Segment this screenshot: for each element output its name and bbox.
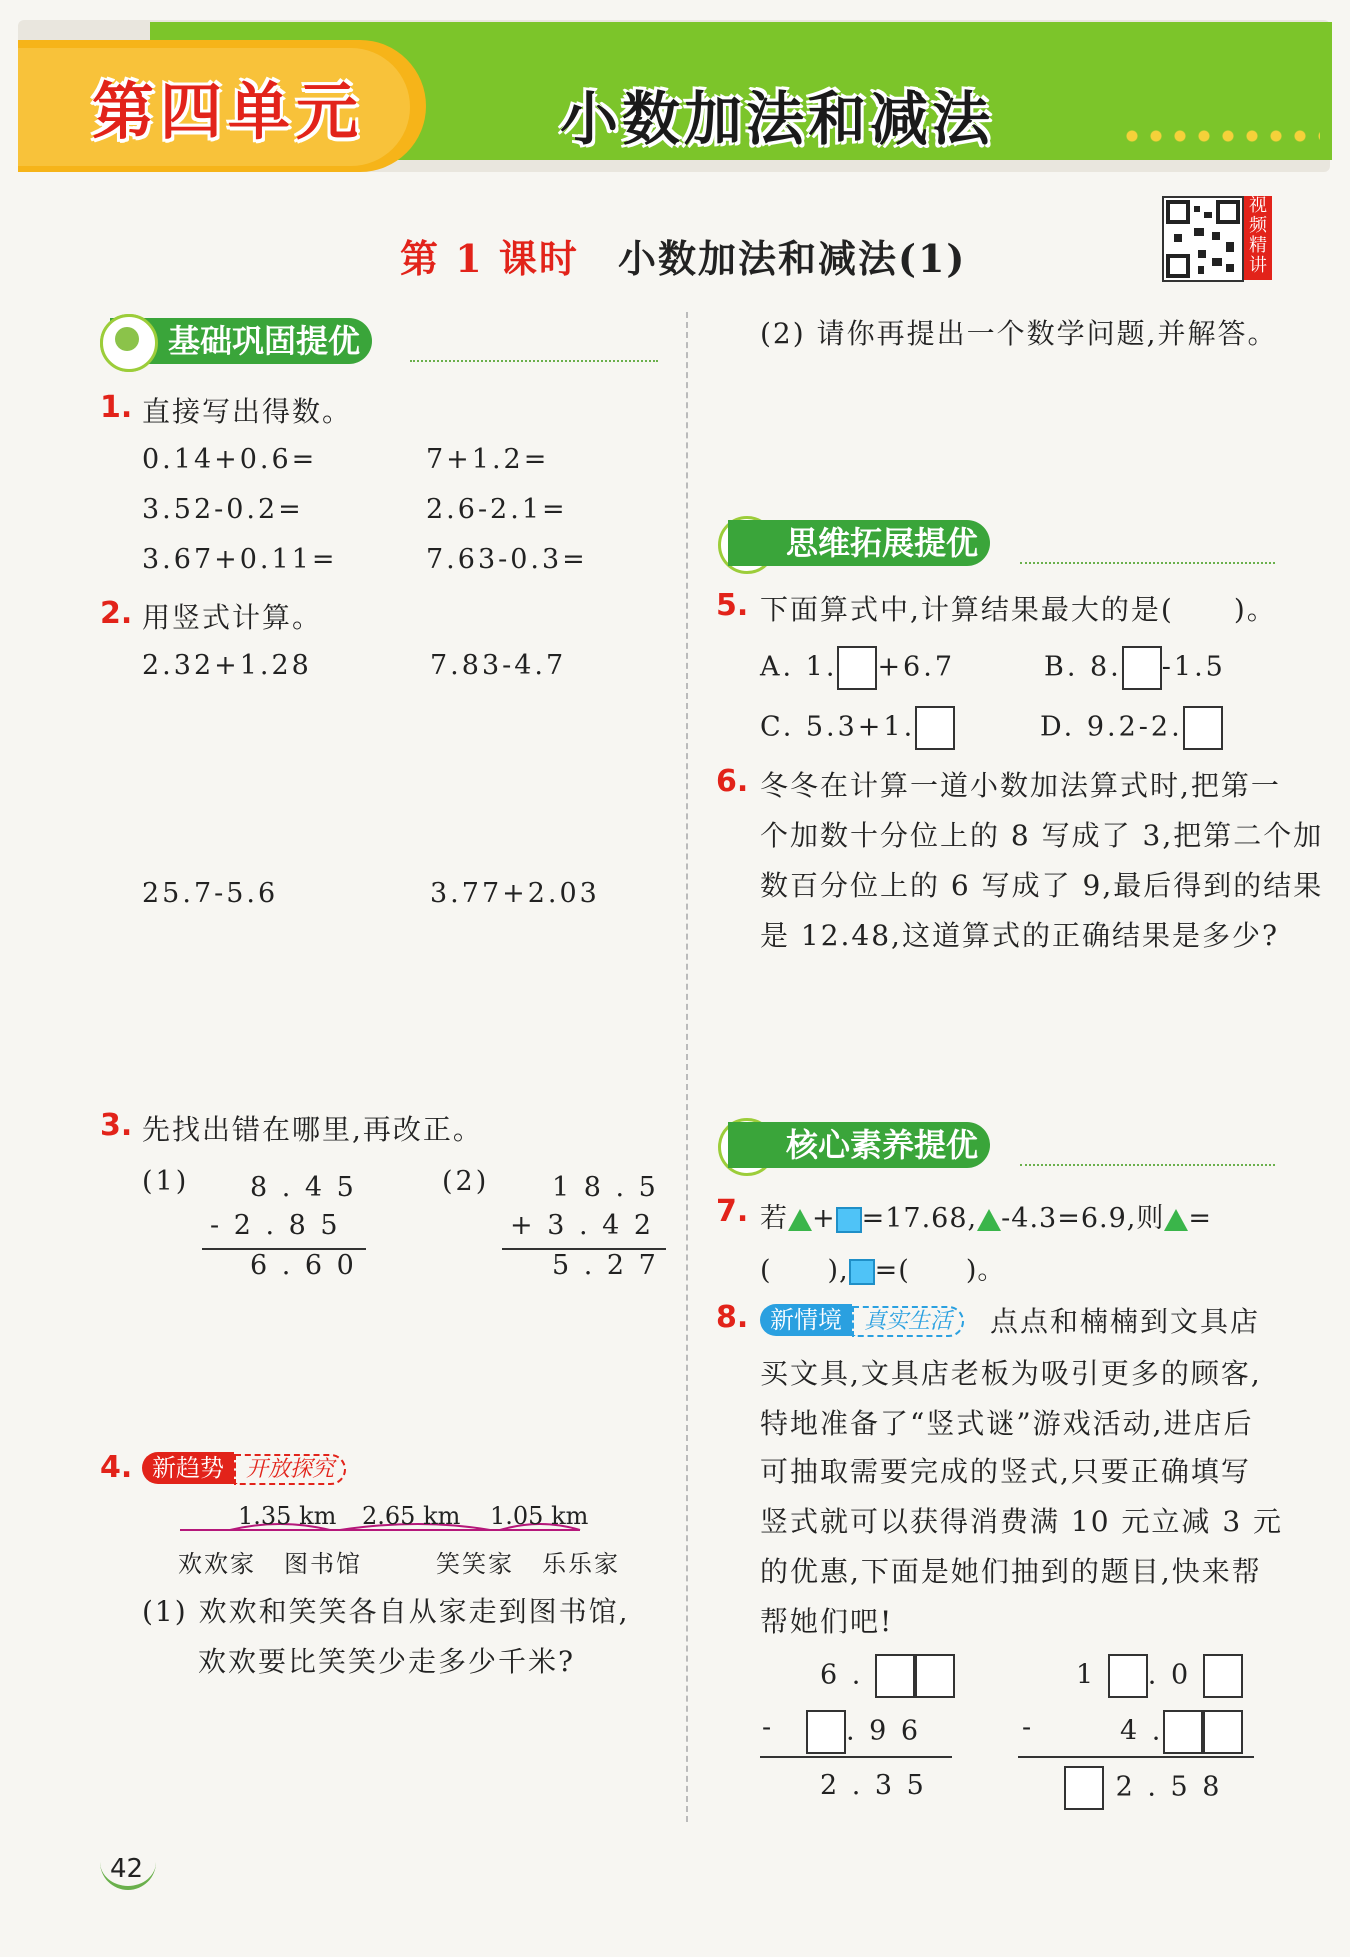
option-a[interactable]: A. 1. +6.7: [760, 646, 955, 690]
context-tag-sub: 真实生活: [852, 1306, 964, 1337]
qr-code-icon[interactable]: [1162, 196, 1244, 282]
question-number: 8.: [716, 1300, 749, 1335]
question-prompt: 先找出错在哪里,再改正。: [142, 1113, 483, 1146]
question-line: 的优惠,下面是她们抽到的题目,快来帮: [760, 1555, 1262, 1588]
calc-item: 0.14+0.6=: [142, 444, 318, 475]
question-number: 6.: [716, 764, 749, 799]
section-underline: [1020, 1164, 1275, 1166]
question-prompt: 直接写出得数。: [142, 395, 353, 428]
context-tag-label: 新情境: [760, 1304, 852, 1336]
distance-label: 1.05 km: [490, 1502, 589, 1530]
option-b[interactable]: B. 8. -1.5: [1044, 646, 1226, 690]
question-line: 是 12.48,这道算式的正确结果是多少?: [760, 919, 1279, 952]
puzzle-op: -: [762, 1712, 775, 1743]
lesson-label: 第 1 课时: [400, 236, 579, 281]
place-label: 欢欢家: [178, 1550, 256, 1578]
question-line: 若 + =17.68, -4.3=6.9,则 =: [760, 1203, 1212, 1234]
place-label: 笑笑家: [436, 1550, 514, 1578]
puzzle-mid: 4 .: [1120, 1710, 1243, 1754]
vertical-top: 8 . 4 5: [250, 1172, 357, 1203]
video-explain-tag: 视频精讲: [1244, 196, 1272, 280]
section-underline: [1020, 562, 1275, 564]
sub-label: (1): [142, 1166, 190, 1197]
vertical-result: 5 . 2 7: [552, 1250, 659, 1281]
question-number: 1.: [100, 390, 133, 425]
calc-item: 3.77+2.03: [430, 878, 600, 909]
calc-item: 7.83-4.7: [430, 650, 567, 681]
vertical-operand: - 2 . 8 5: [210, 1210, 341, 1241]
calc-item: 2.6-2.1=: [426, 494, 568, 525]
calc-item: 7.63-0.3=: [426, 544, 588, 575]
calc-item: 7+1.2=: [426, 444, 550, 475]
place-label: 乐乐家: [542, 1550, 620, 1578]
option-d[interactable]: D. 9.2-2.: [1040, 706, 1223, 750]
question-line: 个加数十分位上的 8 写成了 3,把第二个加: [760, 819, 1324, 852]
question-line: 点点和楠楠到文具店: [990, 1305, 1261, 1338]
question-line: 买文具,文具店老板为吸引更多的顾客,: [760, 1357, 1262, 1390]
sub-question: (1) 欢欢和笑笑各自从家走到图书馆,: [142, 1595, 630, 1628]
question-line: ( ), =( )。: [760, 1255, 1006, 1286]
puzzle-result: 2 . 3 5: [820, 1770, 927, 1801]
question-number: 5.: [716, 588, 749, 623]
trend-tag: [142, 1448, 346, 1483]
context-tag: [760, 1300, 964, 1335]
calc-item: 3.67+0.11=: [142, 544, 338, 575]
calc-item: 3.52-0.2=: [142, 494, 304, 525]
triangle-icon: [977, 1209, 1001, 1231]
triangle-icon: [788, 1209, 812, 1231]
question-line: 帮她们吧!: [760, 1605, 894, 1638]
vertical-rule: [1018, 1756, 1254, 1758]
distance-label: 1.35 km: [238, 1502, 337, 1530]
chapter-title: 小数加法和减法: [560, 85, 995, 153]
trend-tag-label: 新趋势: [142, 1452, 234, 1484]
place-label: 图书馆: [284, 1550, 362, 1578]
question-line: 特地准备了“竖式谜”游戏活动,进店后: [760, 1407, 1254, 1440]
question-line: 冬冬在计算一道小数加法算式时,把第一: [760, 769, 1281, 802]
calc-item: 2.32+1.28: [142, 650, 312, 681]
puzzle-mid: . 9 6: [806, 1710, 921, 1754]
vertical-rule: [760, 1756, 952, 1758]
option-c[interactable]: C. 5.3+1.: [760, 706, 955, 750]
square-icon: [849, 1259, 875, 1285]
sub-question: 欢欢要比笑笑少走多少千米?: [198, 1645, 576, 1678]
triangle-icon: [1164, 1209, 1188, 1231]
sub-label: (2): [442, 1166, 490, 1197]
section-basic: 基础巩固提优: [110, 318, 372, 364]
question-prompt: 用竖式计算。: [142, 601, 323, 634]
section-core: 核心素养提优: [728, 1122, 990, 1168]
question-number: 4.: [100, 1450, 133, 1485]
page-number: 42: [110, 1854, 144, 1884]
question-number: 3.: [100, 1108, 133, 1143]
section-thinking: 思维拓展提优: [728, 520, 990, 566]
square-icon: [836, 1207, 862, 1233]
puzzle-op: -: [1022, 1712, 1035, 1743]
seedling-icon: [100, 314, 158, 372]
question-line: 可抽取需要完成的竖式,只要正确填写: [760, 1455, 1251, 1488]
unit-title: 第四单元: [92, 75, 365, 148]
vertical-result: 6 . 6 0: [250, 1250, 357, 1281]
puzzle-result: 2 . 5 8: [1064, 1766, 1222, 1810]
trend-tag-sub: 开放探究: [234, 1454, 346, 1485]
section-underline: [410, 360, 658, 362]
question-line: 数百分位上的 6 写成了 9,最后得到的结果: [760, 869, 1324, 902]
sub-question: (2) 请你再提出一个数学问题,并解答。: [760, 317, 1278, 350]
column-divider: [686, 312, 688, 1822]
question-prompt: 下面算式中,计算结果最大的是( )。: [760, 593, 1277, 626]
lesson-title: 小数加法和减法(1): [618, 236, 967, 281]
decorative-dots: [1120, 128, 1320, 144]
calc-item: 25.7-5.6: [142, 878, 279, 909]
vertical-operand: + 3 . 4 2: [510, 1210, 655, 1241]
question-number: 2.: [100, 596, 133, 631]
puzzle-top: 1 . 0: [1076, 1654, 1243, 1698]
vertical-top: 1 8 . 5: [552, 1172, 659, 1203]
question-line: 竖式就可以获得消费满 10 元立减 3 元: [760, 1505, 1284, 1538]
distance-label: 2.65 km: [362, 1502, 461, 1530]
puzzle-top: 6 .: [820, 1654, 955, 1698]
question-number: 7.: [716, 1194, 749, 1229]
